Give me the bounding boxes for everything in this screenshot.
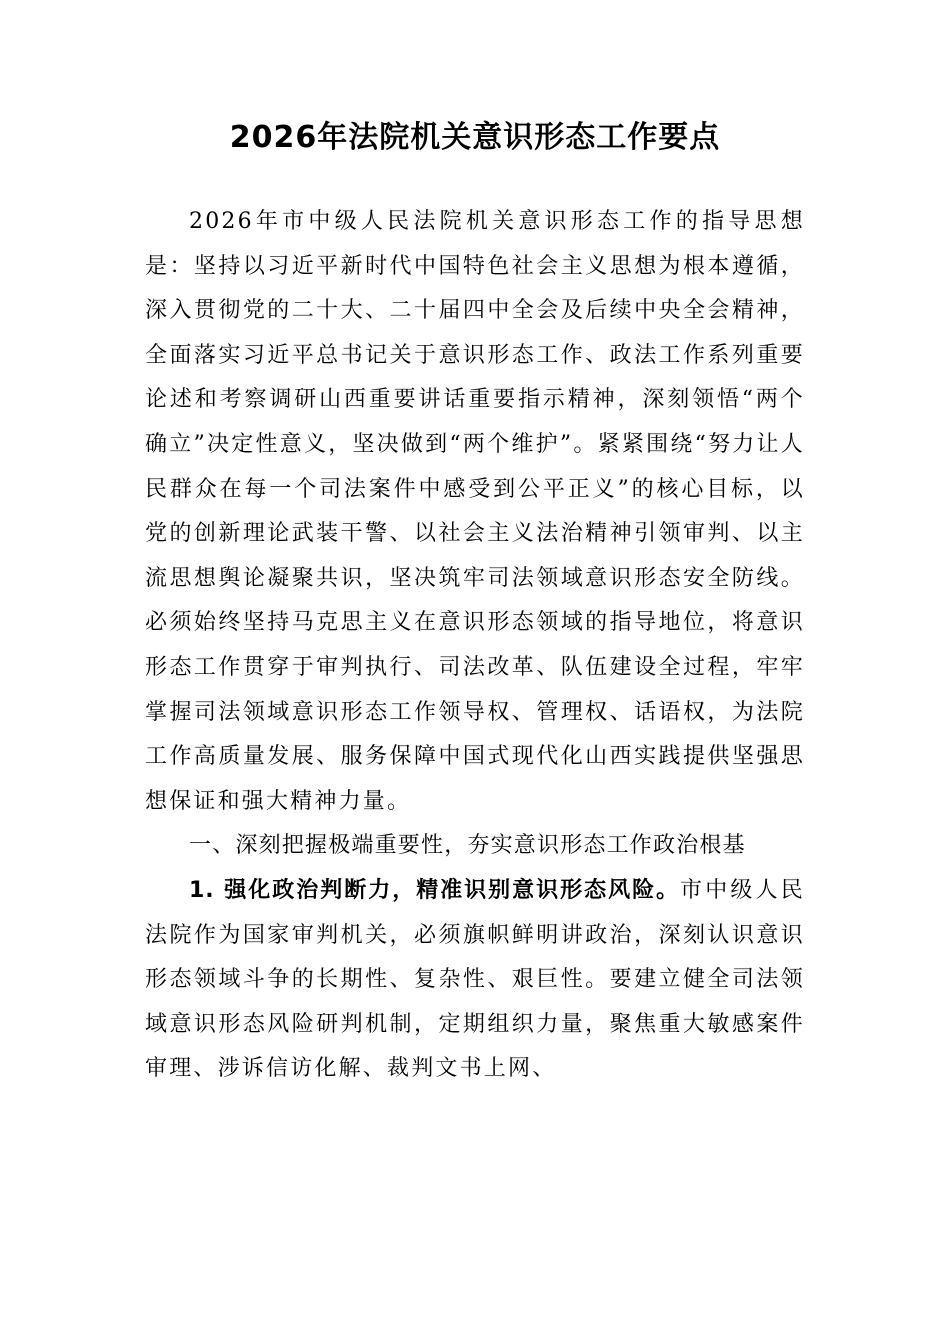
item-paragraph-1 [145,869,805,1092]
item-lead-1: 1. 强化政治判断力，精准识别意识形态风险。 [189,877,681,903]
document-title: 2026年法院机关意识形态工作要点 [229,120,721,155]
document-page [145,110,805,1092]
intro-paragraph: 2026年市中级人民法院机关意识形态工作的指导思想是：坚持以习近平新时代中国特色社会主义思想为根本遵循，深入贯彻党的二十大、二十届四中全会及后续中央全会精神，全面落实习近平总书记关于意识形态工作、政法工作系列重要论述和考察调研山西重要讲话重要指示精神，深刻领悟“两个确立”决定性意义，坚决做到“两个维护”。紧紧围绕“努力让人民群众在每一个司法案件中感受到公平正义”的核心目标，以党的创新理论武装干警、以社会主义法治精神引领审判、以主流思想舆论凝聚共识，坚决筑牢司法领域意识形态安全防线。必须始终坚持马克思主义在意识形态领域的指导地位，将意识形态工作贯穿于审判执行、司法改革、队伍建设全过程，牢牢掌握司法领域意识形态工作领导权、管理权、话语权，为法院工作高质量发展、服务保障中国式现代化山西实践提供坚强思想保证和强大精神力量。 [145,209,805,814]
item-body-1: 市中级人民法院作为国家审判机关，必须旗帜鲜明讲政治，深刻认识意识形态领域斗争的长期性、复杂性、艰巨性。要建立健全司法领域意识形态风险研判机制，定期组织力量，聚焦重大敏感案件审理、涉诉信访化解、裁判文书上网、 [145,877,805,1082]
section-heading-1: 一、深刻把握极端重要性，夯实意识形态工作政治根基 [189,833,746,859]
